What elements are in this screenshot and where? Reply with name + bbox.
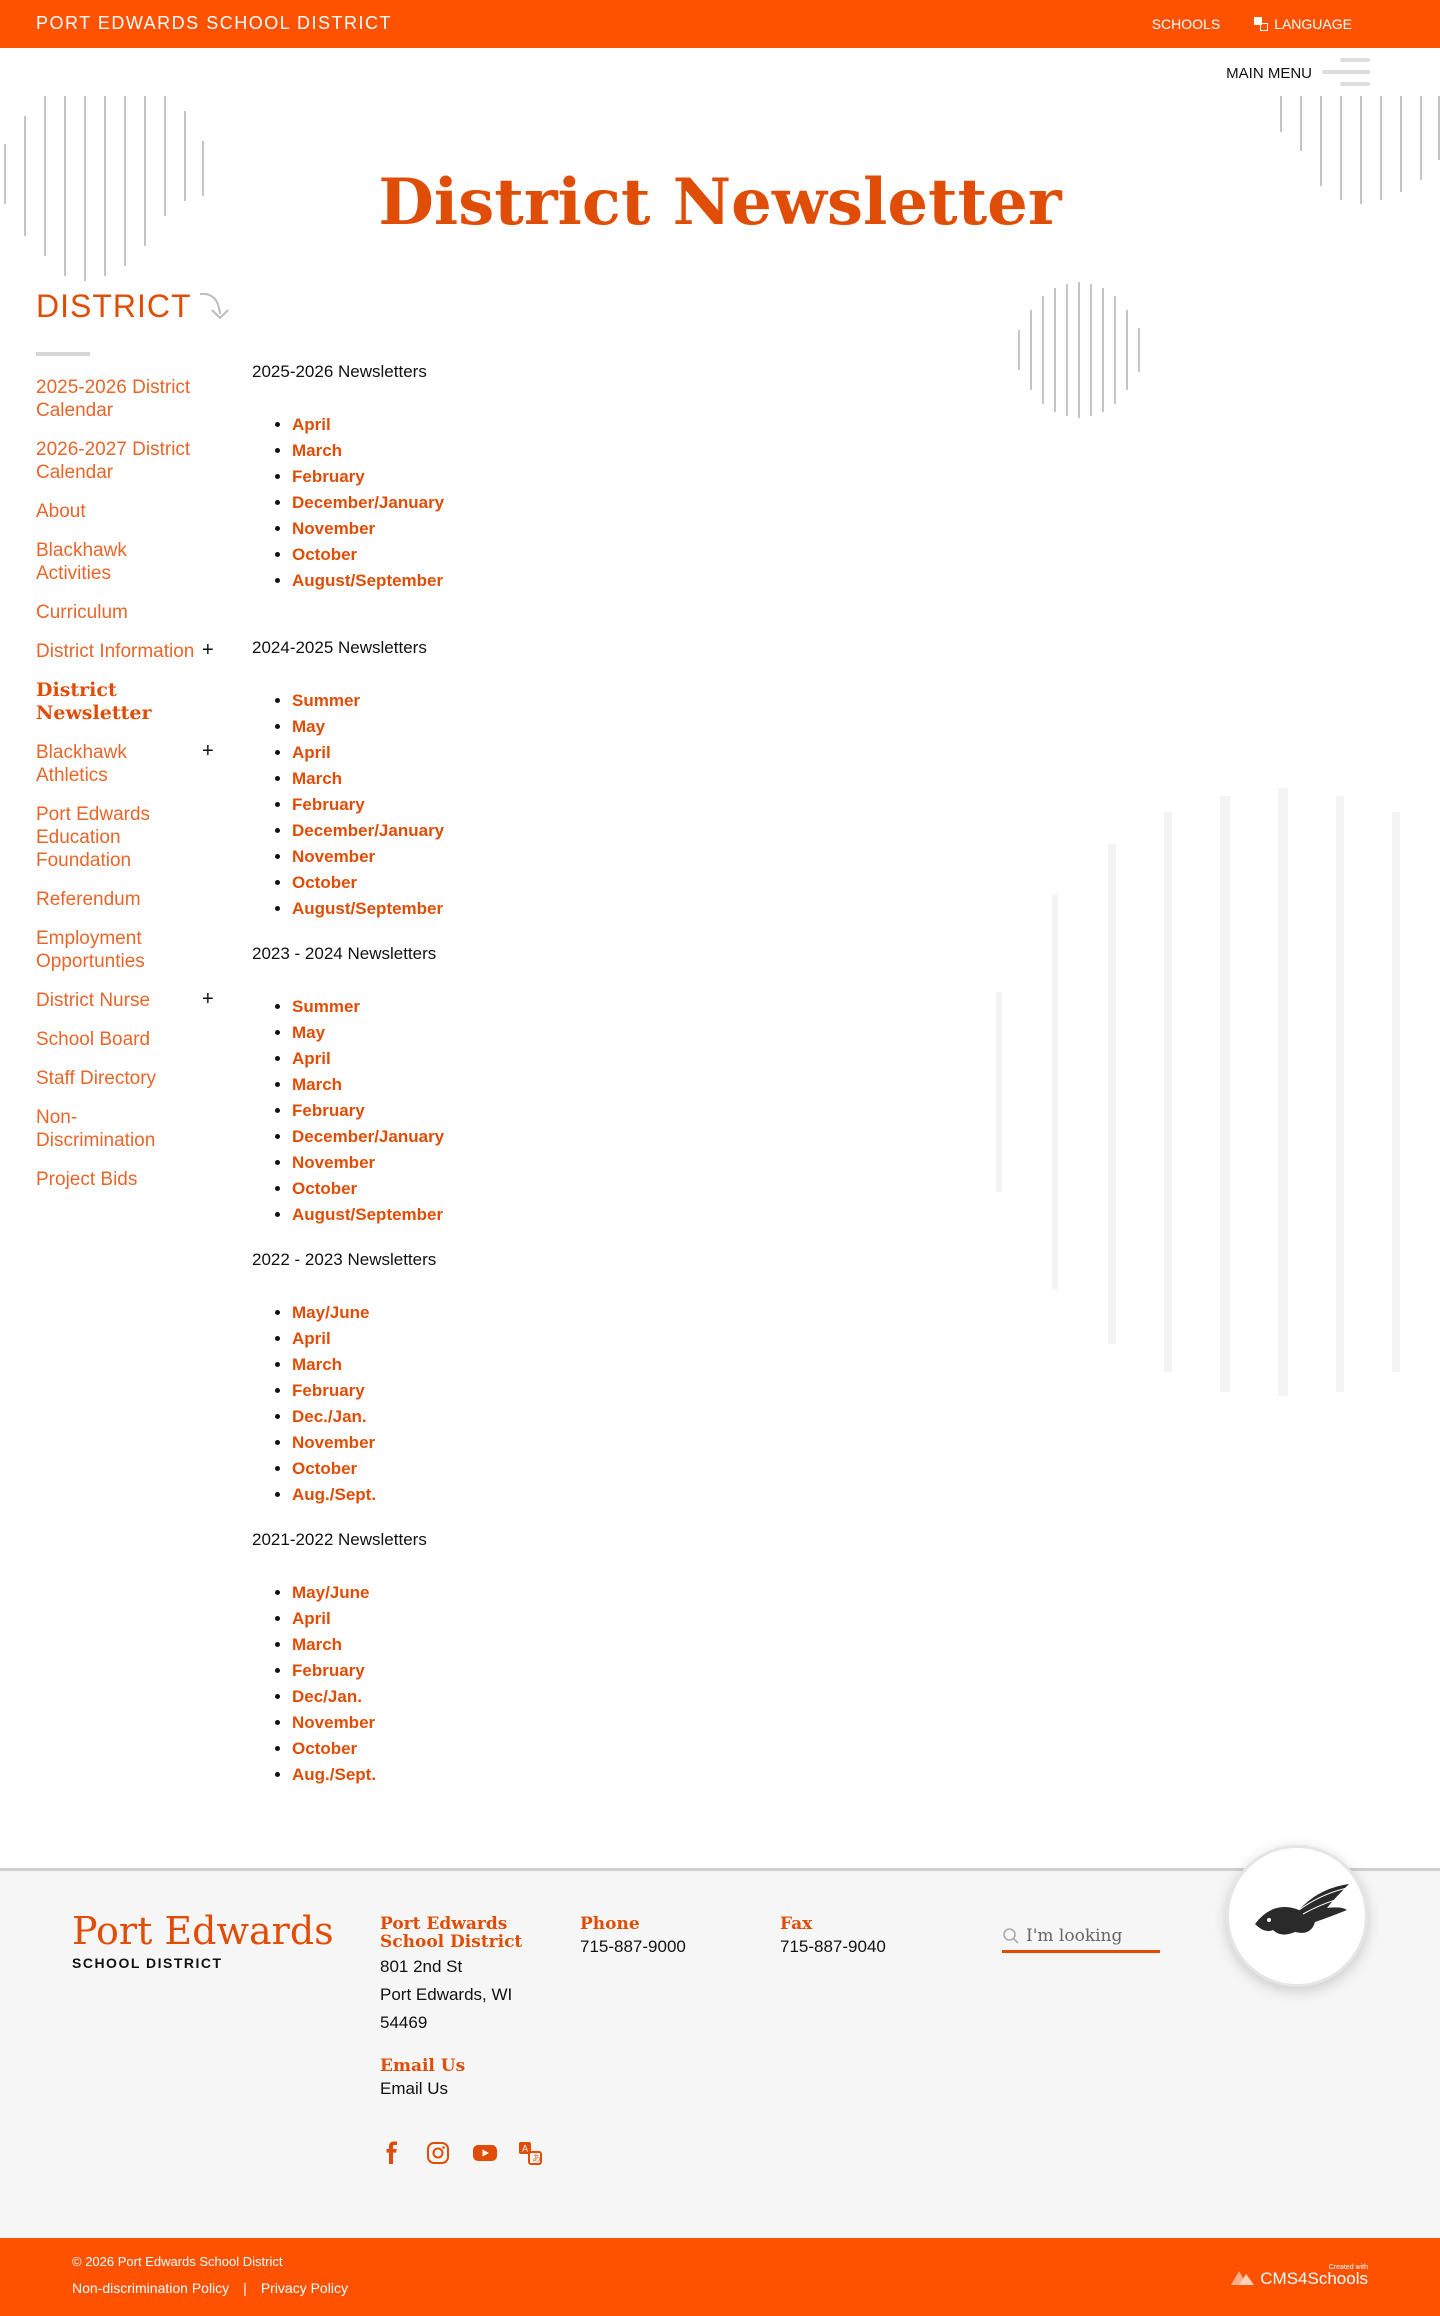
newsletter-link[interactable]: February (292, 467, 365, 486)
schools-label: SCHOOLS (1151, 16, 1221, 32)
list-item (292, 1300, 752, 1326)
newsletter-link[interactable]: May/June (292, 1583, 370, 1602)
expand-plus-icon[interactable]: + (202, 988, 214, 1010)
sidebar-link[interactable]: District Newsletter (36, 679, 152, 724)
sidebar-link[interactable]: About (36, 501, 86, 522)
newsletter-link[interactable]: April (292, 1329, 331, 1348)
newsletter-link[interactable]: October (292, 1739, 358, 1758)
newsletter-link[interactable]: December/January (292, 821, 445, 840)
newsletter-list (252, 1300, 752, 1508)
footer-logo-subtitle: SCHOOL DISTRICT (72, 1955, 223, 1971)
newsletter-content (252, 362, 752, 1810)
sidebar-link[interactable]: District Nurse (36, 990, 151, 1011)
footer-fax (780, 1915, 886, 1961)
newsletter-link[interactable]: November (292, 519, 376, 538)
privacy-link[interactable]: Privacy Policy (260, 2280, 348, 2296)
email-heading: Email Us (380, 2056, 466, 2076)
list-item (292, 568, 752, 594)
list-item (292, 1580, 752, 1606)
sidebar-link[interactable]: Non-Discrimination (36, 1107, 156, 1151)
mascot-badge[interactable] (1226, 1845, 1368, 1987)
search-input[interactable] (1026, 1926, 1156, 1946)
list-item (292, 1658, 752, 1684)
list-item (292, 714, 752, 740)
newsletter-link[interactable]: Aug./Sept. (292, 1485, 377, 1504)
footer-logo-name[interactable]: Port Edwards (72, 1909, 334, 1953)
fax-number: 715-887-9040 (780, 1937, 886, 1956)
expand-plus-icon[interactable]: + (202, 639, 214, 661)
list-item (292, 412, 752, 438)
newsletter-link[interactable]: February (292, 1661, 365, 1680)
schools-link[interactable] (1152, 16, 1220, 32)
sidebar-item (36, 803, 226, 872)
newsletter-link[interactable]: Dec./Jan. (292, 1407, 367, 1426)
instagram-icon[interactable] (426, 2141, 450, 2165)
newsletter-link[interactable]: April (292, 1609, 331, 1628)
list-item (292, 740, 752, 766)
legal-links (72, 2280, 348, 2296)
newsletter-list (252, 412, 752, 594)
list-item (292, 1352, 752, 1378)
sidebar-divider (36, 352, 90, 356)
cms4schools-logo-icon (1230, 2266, 1256, 2286)
list-item (292, 818, 752, 844)
sidebar-nav (36, 376, 226, 1207)
sidebar-link[interactable]: 2025-2026 District Calendar (36, 377, 191, 421)
cms4schools-badge[interactable] (1230, 2264, 1368, 2287)
sidebar-item (36, 1106, 226, 1152)
translate-icon (1254, 17, 1268, 31)
newsletter-link[interactable]: October (292, 1459, 358, 1478)
newsletter-list (252, 688, 752, 922)
svg-text:A: A (522, 2144, 529, 2155)
newsletter-link[interactable]: February (292, 1381, 365, 1400)
email-link[interactable]: Email Us (380, 2079, 449, 2098)
language-link[interactable] (1254, 16, 1352, 32)
list-item (292, 1072, 752, 1098)
newsletter-link[interactable]: March (292, 1635, 343, 1654)
list-item (292, 792, 752, 818)
newsletter-link[interactable]: April (292, 415, 331, 434)
sidebar-link[interactable]: Staff Directory (36, 1068, 157, 1089)
newsletter-link[interactable]: November (292, 847, 376, 866)
newsletter-link[interactable]: November (292, 1713, 376, 1732)
newsletter-year-heading: 2023 - 2024 Newsletters (252, 944, 437, 963)
site-title[interactable]: PORT EDWARDS SCHOOL DISTRICT (36, 13, 393, 33)
newsletter-link[interactable]: April (292, 1049, 331, 1068)
newsletter-link[interactable]: Summer (292, 997, 361, 1016)
list-item (292, 870, 752, 896)
newsletter-link[interactable]: May/June (292, 1303, 370, 1322)
newsletter-link[interactable]: February (292, 795, 365, 814)
newsletter-link[interactable]: October (292, 1179, 358, 1198)
list-item (292, 1762, 752, 1788)
sidebar-item (36, 1168, 226, 1191)
footer (0, 1871, 1440, 2238)
blackhawk-mascot-icon (1229, 1848, 1365, 1984)
newsletter-year-heading: 2021-2022 Newsletters (252, 1530, 427, 1549)
newsletter-list (252, 994, 752, 1228)
list-item (292, 1176, 752, 1202)
address-heading: Port Edwards School District (380, 1914, 523, 1952)
hamburger-icon (1322, 56, 1370, 90)
sidebar-item (36, 1028, 226, 1051)
list-item (292, 1378, 752, 1404)
list-item (292, 1430, 752, 1456)
svg-text:あ: あ (532, 2154, 542, 2165)
sidebar-item (36, 888, 226, 911)
newsletter-link[interactable]: Dec/Jan. (292, 1687, 362, 1706)
list-item (292, 1606, 752, 1632)
footer-search (1002, 1921, 1160, 1953)
newsletter-link[interactable]: Summer (292, 691, 361, 710)
list-item (292, 1150, 752, 1176)
list-item (292, 464, 752, 490)
newsletter-link[interactable]: August/September (292, 571, 444, 590)
newsletter-link[interactable]: March (292, 769, 343, 788)
list-item (292, 1020, 752, 1046)
decorative-lines-circle (1018, 282, 1150, 418)
main-menu-button[interactable] (1226, 56, 1370, 90)
social-links (380, 2141, 542, 2165)
sidebar-link[interactable]: Employment Opportunties (36, 928, 145, 972)
sidebar-item (36, 376, 226, 422)
search-icon (1002, 1927, 1020, 1945)
cms-name: CMS4Schools (1260, 2269, 1368, 2288)
newsletter-link[interactable]: May (292, 717, 326, 736)
list-item (292, 1326, 752, 1352)
main-menu-label: MAIN MENU (1226, 64, 1312, 82)
footer-phone (580, 1915, 686, 1961)
newsletter-link[interactable]: Aug./Sept. (292, 1765, 377, 1784)
list-item (292, 1124, 752, 1150)
list-item (292, 1098, 752, 1124)
sidebar-link[interactable]: Blackhawk Athletics (36, 742, 127, 786)
newsletter-link[interactable]: May (292, 1023, 326, 1042)
list-item (292, 1482, 752, 1508)
newsletter-link[interactable]: August/September (292, 899, 444, 918)
list-item (292, 1736, 752, 1762)
newsletter-link[interactable]: March (292, 1075, 343, 1094)
nondiscrimination-link[interactable]: Non-discrimination Policy (72, 2280, 230, 2296)
address-line-1: 801 2nd St (380, 1957, 463, 1976)
newsletter-link[interactable]: February (292, 1101, 365, 1120)
list-item (292, 542, 752, 568)
sidebar-item (36, 500, 226, 523)
list-item (292, 1710, 752, 1736)
language-label: LANGUAGE (1274, 16, 1352, 32)
newsletter-year-heading: 2024-2025 Newsletters (252, 638, 427, 657)
newsletter-link[interactable]: December/January (292, 1127, 445, 1146)
address-line-2: Port Edwards, WI 54469 (380, 1985, 513, 2032)
newsletter-link[interactable]: December/January (292, 493, 445, 512)
newsletter-link[interactable]: April (292, 743, 331, 762)
newsletter-year-heading: 2025-2026 Newsletters (252, 362, 427, 381)
top-links (1152, 16, 1352, 32)
sidebar-link[interactable]: Project Bids (36, 1169, 138, 1190)
bottom-bar (0, 2238, 1440, 2316)
list-item (292, 994, 752, 1020)
sidebar-link[interactable]: Referendum (36, 889, 141, 910)
facebook-icon[interactable] (380, 2141, 404, 2165)
sidebar-item (36, 927, 226, 973)
sidebar-heading: DISTRICT (36, 288, 192, 324)
sidebar-item (36, 989, 226, 1012)
sidebar-link[interactable]: District Information (36, 641, 195, 662)
sidebar-item (36, 539, 226, 585)
newsletter-year-heading: 2022 - 2023 Newsletters (252, 1250, 437, 1269)
expand-plus-icon[interactable]: + (202, 740, 214, 762)
youtube-icon[interactable] (472, 2141, 496, 2165)
sidebar-item (36, 679, 226, 725)
copyright: © 2026 Port Edwards School District (72, 2254, 283, 2269)
page-title: District Newsletter (378, 165, 1062, 240)
newsletter-link[interactable]: March (292, 1355, 343, 1374)
sidebar-link[interactable]: School Board (36, 1029, 151, 1050)
phone-heading: Phone (580, 1914, 640, 1934)
list-item (292, 1404, 752, 1430)
sidebar-item (36, 601, 226, 624)
sidebar-item (36, 438, 226, 484)
cms-small-text: Created with (1328, 2264, 1368, 2271)
list-item (292, 1046, 752, 1072)
newsletter-link[interactable]: March (292, 441, 343, 460)
sidebar-item (36, 1067, 226, 1090)
footer-address (380, 1915, 540, 2103)
sidebar-link[interactable]: Port Edwards Education Foundation (36, 804, 151, 871)
list-item (292, 1202, 752, 1228)
list-item (292, 516, 752, 542)
curved-arrow-icon (196, 288, 232, 324)
phone-number[interactable]: 715-887-9000 (580, 1937, 686, 1956)
list-item (292, 1632, 752, 1658)
legal-separator: | (243, 2280, 247, 2296)
newsletter-link[interactable]: November (292, 1433, 376, 1452)
sidebar-link[interactable]: 2026-2027 District Calendar (36, 439, 191, 483)
fax-heading: Fax (780, 1914, 813, 1934)
decorative-lines-faint (996, 788, 1406, 1398)
list-item (292, 844, 752, 870)
newsletter-link[interactable]: October (292, 873, 358, 892)
top-bar (0, 0, 1440, 48)
translate-icon[interactable] (518, 2141, 542, 2165)
list-item (292, 438, 752, 464)
list-item (292, 688, 752, 714)
sidebar-link[interactable]: Curriculum (36, 602, 128, 623)
list-item (292, 1684, 752, 1710)
list-item (292, 896, 752, 922)
newsletter-link[interactable]: August/September (292, 1205, 444, 1224)
newsletter-link[interactable]: October (292, 545, 358, 564)
list-item (292, 490, 752, 516)
sidebar-link[interactable]: Blackhawk Activities (36, 540, 127, 584)
list-item (292, 766, 752, 792)
sidebar-item (36, 640, 226, 663)
list-item (292, 1456, 752, 1482)
sidebar-item (36, 741, 226, 787)
newsletter-list (252, 1580, 752, 1788)
newsletter-link[interactable]: November (292, 1153, 376, 1172)
